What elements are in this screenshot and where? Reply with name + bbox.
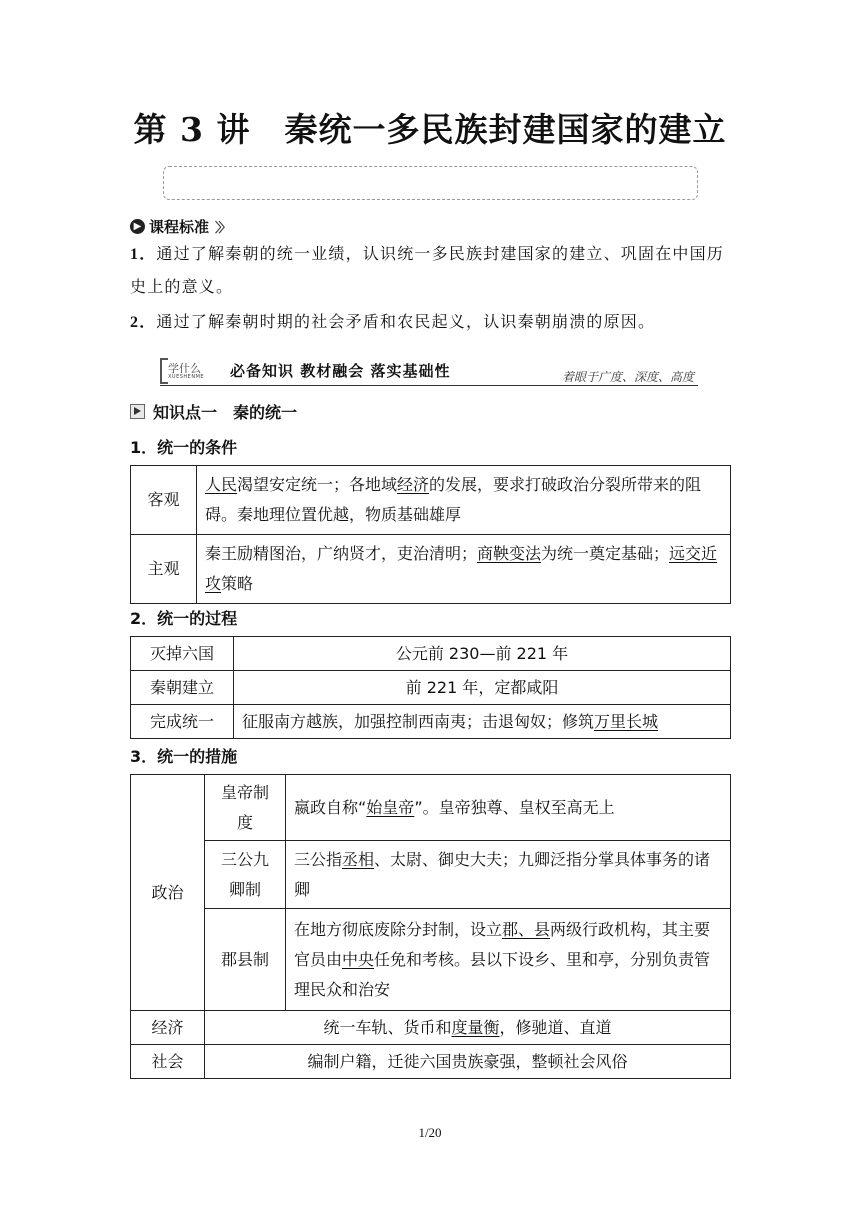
banner-underline [160, 385, 698, 386]
text-run: 征服南方越族，加强控制西南夷；击退匈奴；修筑 [242, 711, 595, 731]
row-content [234, 705, 731, 739]
text-run: 策略 [221, 574, 254, 593]
row-label: 社会 [131, 1045, 205, 1079]
table-row [131, 909, 731, 1011]
underlined-text: 始皇帝 [366, 797, 415, 817]
knowledge-point-title: 知识点一 秦的统一 [153, 403, 298, 422]
table-row [131, 671, 731, 705]
row-label: 客观 [131, 466, 197, 535]
text-run: 任免和考核。县以下设乡、里和亭，分别负责管理民众和治安 [294, 949, 711, 999]
standard-item-text: 通过了解秦朝时期的社会矛盾和农民起义，认识秦朝崩溃的原因。 [156, 312, 656, 331]
underlined-text: 万里长城 [594, 711, 659, 731]
course-standard-label: 课程标准 [149, 218, 210, 236]
row-label: 主观 [131, 535, 197, 604]
section-conditions-title: 1．统一的条件 [130, 438, 238, 457]
underlined-text: 丞相 [342, 849, 375, 869]
xueshenme-logo: 学什么 XUESHENME [160, 358, 212, 382]
row-sublabel: 三公九卿制 [205, 841, 286, 909]
row-label: 秦朝建立 [131, 671, 234, 705]
table-row [131, 841, 731, 909]
text-run: 统一车轨、货币和 [323, 1017, 452, 1037]
row-content [197, 535, 731, 604]
underlined-text: 郡、县 [502, 919, 551, 939]
text-run: 、太尉、御史大夫；九卿泛指分掌具体事务的诸卿 [294, 849, 711, 899]
row-content [205, 1011, 731, 1045]
text-run: ，修驰道、直道 [499, 1017, 612, 1037]
underlined-text: 人民 [205, 475, 238, 494]
underlined-text: 远交近攻 [205, 544, 718, 593]
text-run: 前 221 年，定都咸阳 [405, 677, 559, 697]
text-run: 渴望安定统一；各地域 [237, 475, 398, 494]
course-standard-heading [130, 216, 229, 237]
underlined-text: 商鞅变法 [477, 544, 542, 563]
knowledge-point-heading [130, 400, 297, 423]
banner-main-text: 必备知识 教材融会 落实基础性 [230, 362, 451, 380]
text-run: 三公指 [294, 849, 343, 869]
underlined-text: 经济 [397, 475, 430, 494]
row-content [205, 1045, 731, 1079]
standard-item-num: 2． [130, 314, 157, 331]
page-title: 第 3 讲 秦统一多民族封建国家的建立 [133, 110, 727, 149]
table-row [131, 1045, 731, 1079]
banner-side-text: 着眼于广度、深度、高度 [561, 370, 694, 384]
dashed-box [163, 166, 698, 200]
row-label: 完成统一 [131, 705, 234, 739]
table-row [131, 705, 731, 739]
text-run: 编制户籍，迁徙六国贵族豪强，整顿社会风俗 [307, 1051, 628, 1071]
standard-item-num: 1． [130, 246, 157, 263]
row-sublabel: 皇帝制度 [205, 775, 286, 841]
text-run: 嬴政自称“ [294, 797, 367, 817]
table-row [131, 1011, 731, 1045]
underlined-text: 中央 [342, 949, 375, 969]
text-run: 两级行政机构，其主要官员由 [294, 919, 711, 969]
text-run: 为统一奠定基础； [541, 544, 670, 563]
conditions-table [130, 465, 731, 604]
text-run: ”。皇帝独尊、皇权至高无上 [414, 797, 615, 817]
section-measures-title: 3．统一的措施 [130, 747, 238, 766]
section-banner [160, 356, 698, 386]
row-content [286, 841, 731, 909]
row-label: 经济 [131, 1011, 205, 1045]
page-number: 1/20 [418, 1125, 442, 1140]
table-row [131, 637, 731, 671]
row-content [286, 909, 731, 1011]
play-circle-icon: ▶ [130, 219, 145, 234]
row-label: 灭掉六国 [131, 637, 234, 671]
row-content [197, 466, 731, 535]
text-run: 在地方彻底废除分封制，设立 [294, 919, 503, 939]
text-run: 秦王励精图治，广纳贤才，吏治清明； [205, 544, 478, 563]
measures-table [130, 774, 731, 1079]
politics-label: 政治 [131, 775, 205, 1011]
standard-item-1 [130, 238, 730, 303]
table-row [131, 466, 731, 535]
section-process-title: 2．统一的过程 [130, 609, 238, 628]
underlined-text: 度量衡 [451, 1017, 500, 1037]
play-triangle-icon [130, 404, 145, 419]
text-run: 公元前 230—前 221 年 [395, 643, 569, 663]
double-chevron-icon: 〉〉 [215, 221, 229, 236]
row-sublabel: 郡县制 [205, 909, 286, 1011]
table-row [131, 535, 731, 604]
standard-item-2 [130, 306, 730, 339]
table-row [131, 775, 731, 841]
text-run: 的发展，要求打破政治分裂所带来的阻碍。秦地理位置优越，物质基础雄厚 [205, 475, 702, 524]
standard-item-text: 通过了解秦朝的统一业绩，认识统一多民族封建国家的建立、巩固在中国历史上的意义。 [130, 244, 725, 296]
row-content [234, 671, 731, 705]
row-content [234, 637, 731, 671]
process-table [130, 636, 731, 739]
row-content [286, 775, 731, 841]
